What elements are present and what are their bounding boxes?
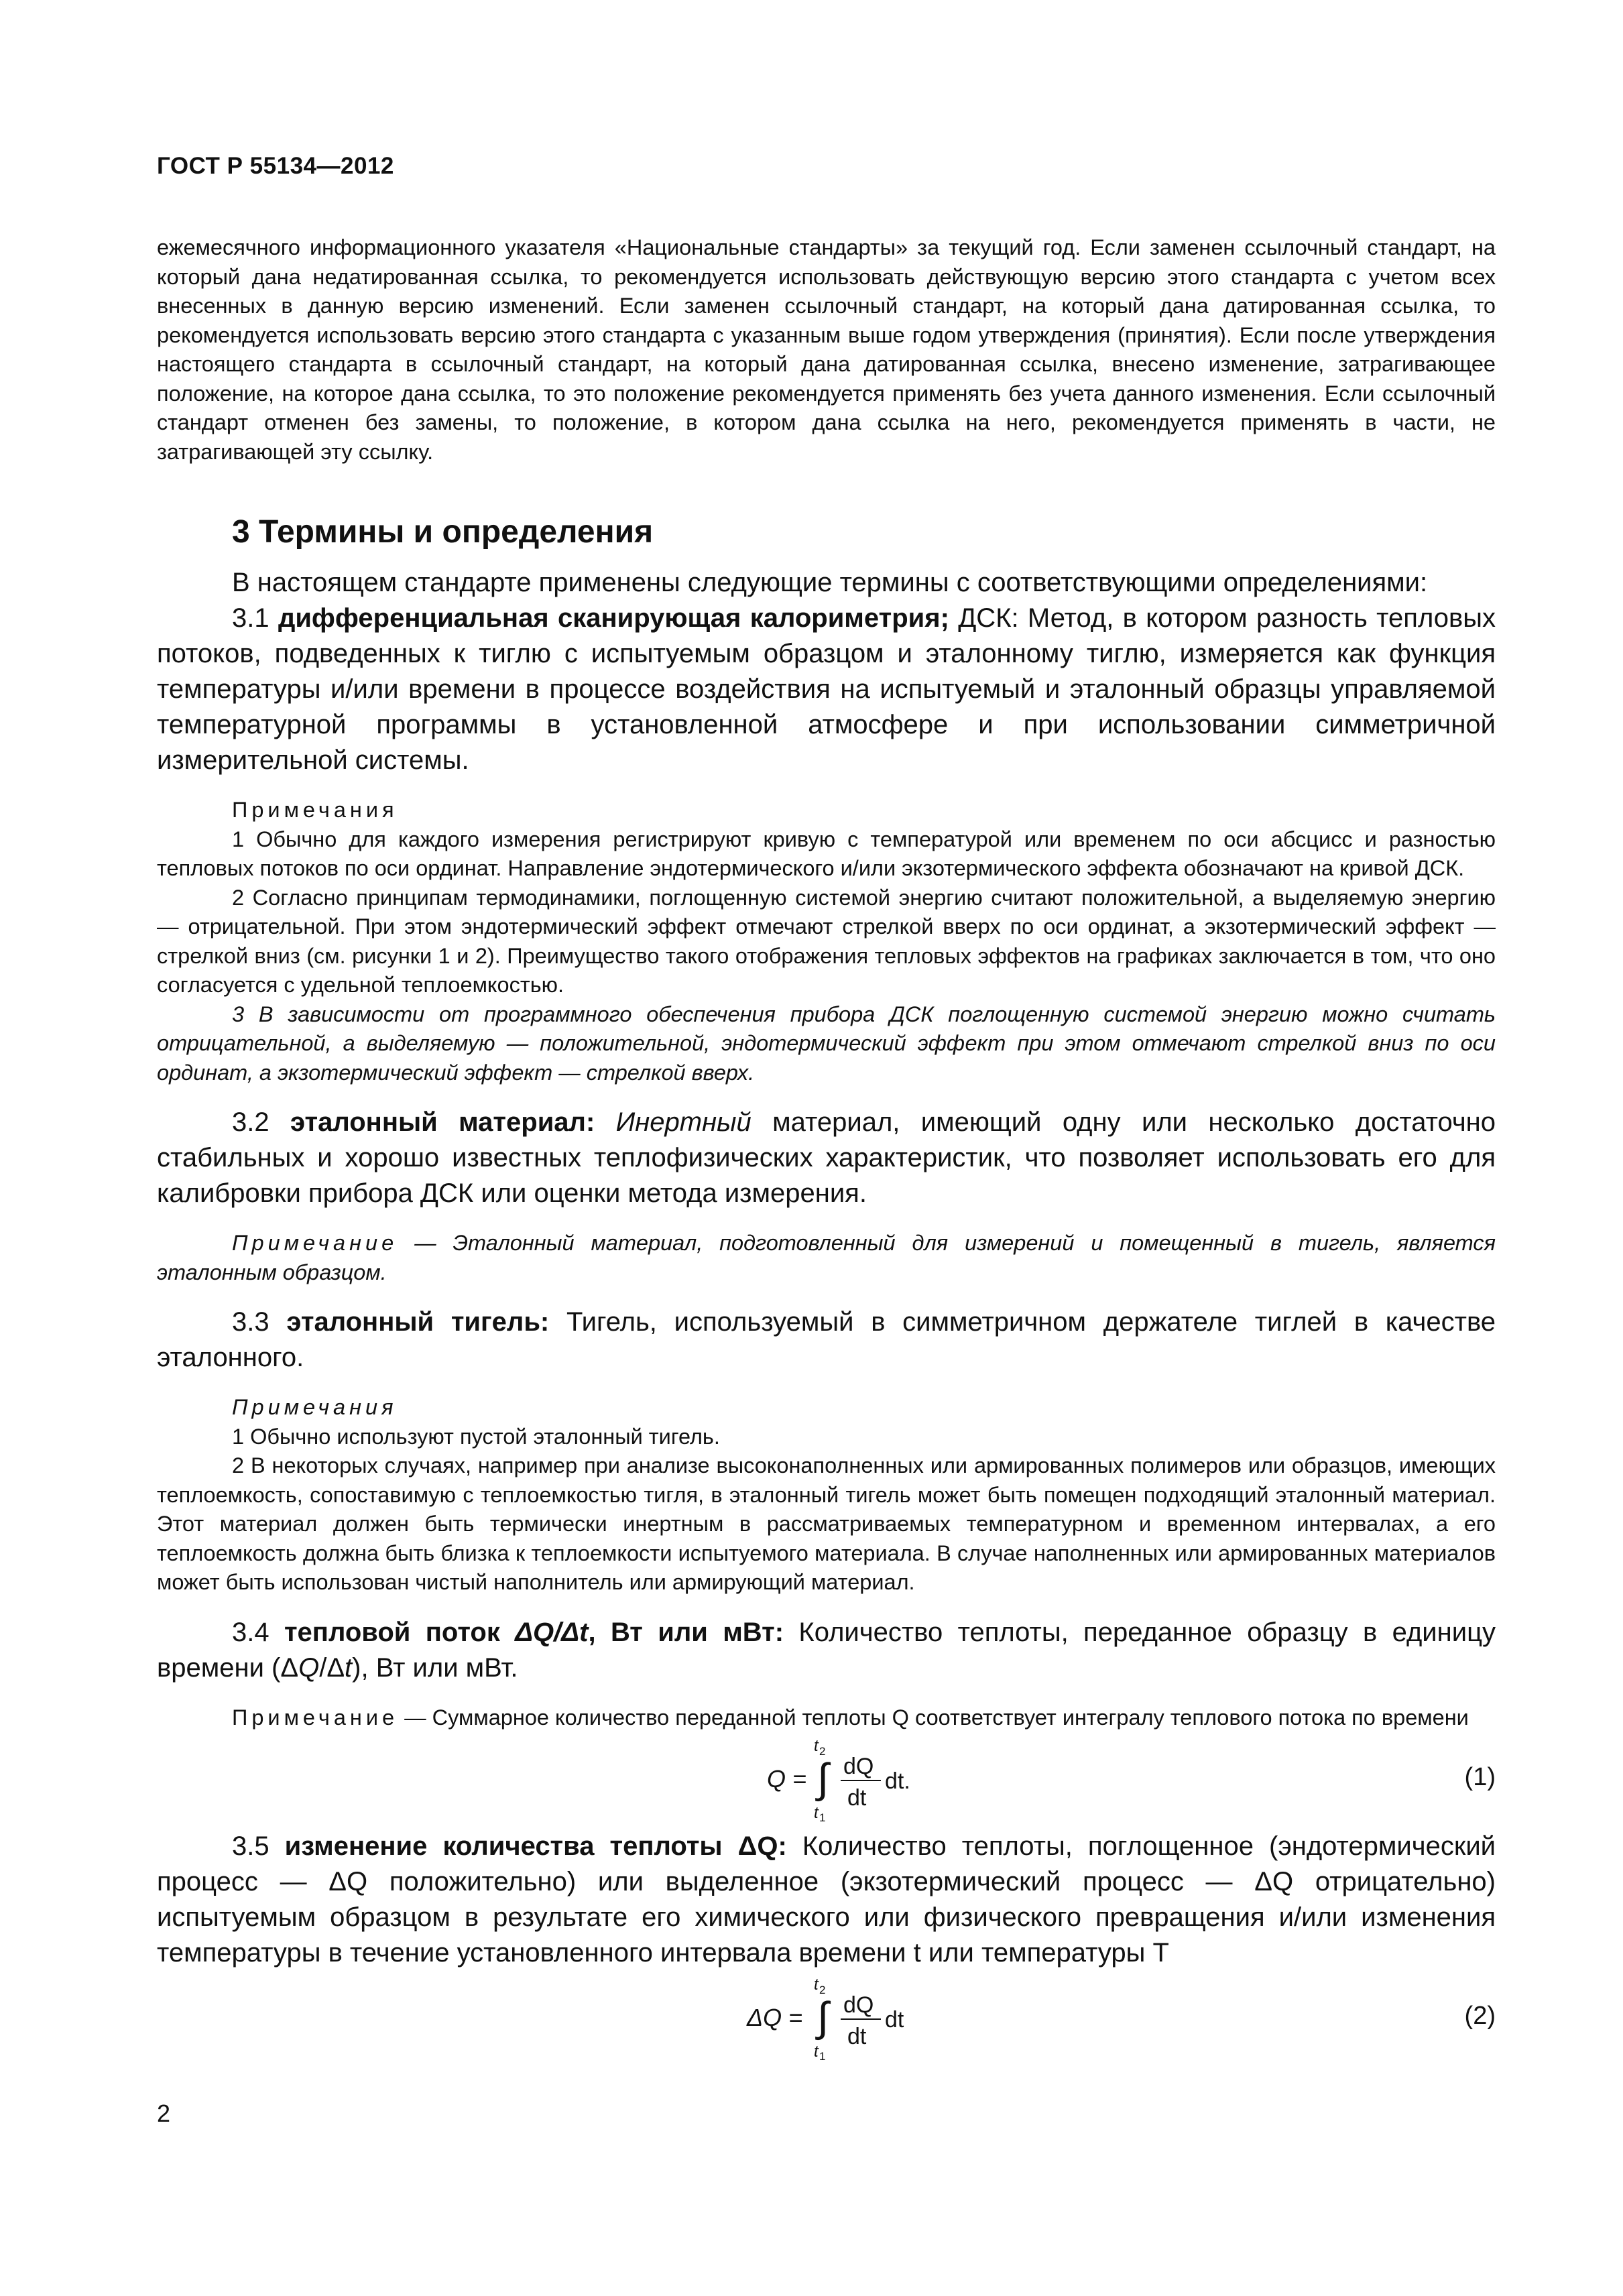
fraction-denominator: dt (847, 2024, 867, 2049)
term-number: 3.4 (232, 1617, 284, 1647)
lower-limit: t (814, 2043, 819, 2061)
upper-limit-sub: 2 (819, 1984, 826, 1996)
equation-lhs: Q = (767, 1765, 807, 1793)
term-definition: Количество теплоты, переданное образцу в единицу времени (ΔQ/Δt), Вт или мВт. (157, 1617, 1496, 1683)
term-definition: Тигель, используемый в симметричном держателе тиглей в качестве эталонного. (157, 1307, 1496, 1372)
equation-tail: dt. (885, 1768, 910, 1794)
term-definition-italic: Инертный (595, 1107, 752, 1137)
section-title: 3 Термины и определения (232, 514, 654, 550)
notes-heading: Примечания (232, 798, 398, 822)
fraction-denominator: dt (847, 1785, 867, 1811)
note-1: 1 Обычно используют пустой эталонный тигель. (232, 1424, 720, 1449)
note-2: 2 Согласно принципам термодинамики, поглощенную системой энергию считают положительной, а выделяемую энергию — отрицательной. При этом эндотермический эффект отмечают стрелкой вверх по оси ординат, а экзотермический эффект — стрелкой вниз (см. рисунки 1 и 2). Преимущество такого отображения тепловых эффектов на графиках заключается в том, что оно согласуется с удельной теплоемкостью. (157, 885, 1496, 997)
intro-paragraph: ежемесячного информационного указателя «Национальные стандарты» за текущий год. Если заменен ссылочный стандарт, на который дана недатированная ссылка, то рекомендуется использовать действующую версию этого стандарта с учетом всех внесенных в данную версию изменений. Если заменен ссылочный стандарт, на который дана датированная ссылка, то рекомендуется использовать версию этого стандарта с указанным выше годом утверждения (принятия). Если после утверждения настоящего стандарта в ссылочный стандарт, на который дана датированная ссылка, внесено изменение, затрагивающее положение, на которое дана ссылка, то это положение рекомендуется применять без учета данного изменения. Если ссылочный стандарт отменен без замены, то положение, в котором дана ссылка на него, рекомендуется применять в части, не затрагивающей эту ссылку. (157, 235, 1496, 464)
lower-limit-sub: 1 (819, 1811, 826, 1822)
lower-limit-sub: 1 (819, 2050, 826, 2061)
integral-sign: ∫ (817, 1756, 829, 1802)
equation-lhs: ΔQ = (747, 2004, 803, 2031)
term-number: 3.5 (232, 1831, 285, 1861)
equation-number: (2) (1464, 2002, 1496, 2030)
term-name: изменение количества теплоты ΔQ: (284, 1831, 787, 1861)
term-3-1 (157, 601, 1496, 778)
note-2: 2 В некоторых случаях, например при анализе высоконаполненных или армированных полимеров или образцов, имеющих теплоемкость, сопоставимую с теплоемкостью тигля, в эталонный тигель может быть помещен подходящий эталонный материал. Этот материал должен быть термически инертным в рассматриваемых температурном и временном интервалах, а его теплоемкость должна быть близка к теплоемкости испытуемого материала. В случае наполненных или армированных материалов может быть использован чистый наполнитель или армирующий материал. (157, 1453, 1496, 1594)
term-3-3 (157, 1305, 1496, 1376)
note-single (157, 1703, 1496, 1733)
term-definition: ДСК: Метод, в котором разность тепловых потоков, подведенных к тиглю с испытуемым образцом и эталонному тиглю, измеряется как функция температуры и/или времени в процессе воздействия на испытуемый и эталонный образцы управляемой температурной программы в установленной атмосфере и при использовании симметричной измерительной системы. (157, 603, 1496, 775)
equation-number: (1) (1464, 1763, 1496, 1791)
upper-limit-sub: 2 (819, 1745, 826, 1758)
term-name: эталонный материал: (290, 1107, 595, 1137)
term-number: 3.3 (232, 1307, 287, 1337)
term-definition: материал, имеющий одну или несколько достаточно стабильных и хорошо известных теплофизических характеристик, что позволяет использовать его для калибровки прибора ДСК или оценки метода измерения. (157, 1107, 1496, 1208)
fraction-numerator: dQ (843, 1754, 874, 1779)
note-single (157, 1229, 1496, 1287)
equation-tail: dt (885, 2007, 904, 2033)
upper-limit: t (814, 1737, 819, 1755)
notes-heading: Примечания (232, 1395, 398, 1419)
note-3: 3 В зависимости от программного обеспечения прибора ДСК поглощенную системой энергию можно считать отрицательной, а выделяемую — положительной, эндотермический эффект при этом отмечают стрелкой вниз по оси ординат, а экзотермический эффект — стрелкой вверх. (157, 1002, 1496, 1085)
note-label: Примечание (232, 1231, 398, 1255)
term-number: 3.2 (232, 1107, 290, 1137)
fraction-numerator: dQ (843, 1992, 874, 2018)
note-text: — Эталонный материал, подготовленный для измерений и помещенный в тигель, является эталонным образцом. (157, 1231, 1496, 1284)
page-content (157, 233, 1496, 2067)
term-definition: Количество теплоты, поглощенное (эндотермический процесс — ΔQ положительно) или выделенное (экзотермический процесс — ΔQ отрицательно) испытуемым образцом в результате его химического или физического превращения и/или изменения температуры в течение установленного интервала времени t или температуры T (157, 1831, 1496, 1968)
term-3-5 (157, 1829, 1496, 1971)
note-1: 1 Обычно для каждого измерения регистрируют кривую с температурой или временем по оси абсцисс и разностью тепловых потоков по оси ординат. Направление эндотермического и/или экзотермического эффекта обозначают на кривой ДСК. (157, 827, 1496, 880)
upper-limit: t (814, 1976, 819, 1994)
integral-sign: ∫ (817, 1994, 829, 2041)
equation-2 (157, 1975, 1496, 2061)
note-label: Примечание (232, 1705, 399, 1730)
term-3-4 (157, 1615, 1496, 1686)
section-intro: В настоящем стандарте применены следующие термины с соответствующими определениями: (232, 568, 1428, 597)
note-text: — Суммарное количество переданной теплоты Q соответствует интегралу теплового потока по времени (398, 1705, 1469, 1730)
term-number: 3.1 (232, 603, 278, 633)
lower-limit: t (814, 1804, 819, 1822)
term-symbol: ΔQ/Δt (515, 1617, 589, 1647)
term-name: дифференциальная сканирующая калориметрия; (278, 603, 949, 633)
term-3-2 (157, 1105, 1496, 1211)
equation-1 (157, 1736, 1496, 1822)
term-name: эталонный тигель: (286, 1307, 550, 1337)
equation-2-graphic (157, 1975, 1496, 2061)
document-header: ГОСТ Р 55134—2012 (157, 153, 394, 179)
page-number: 2 (157, 2100, 171, 2127)
term-name: тепловой поток ΔQ/Δt, Вт или мВт: (284, 1617, 784, 1647)
equation-1-graphic (157, 1736, 1496, 1822)
